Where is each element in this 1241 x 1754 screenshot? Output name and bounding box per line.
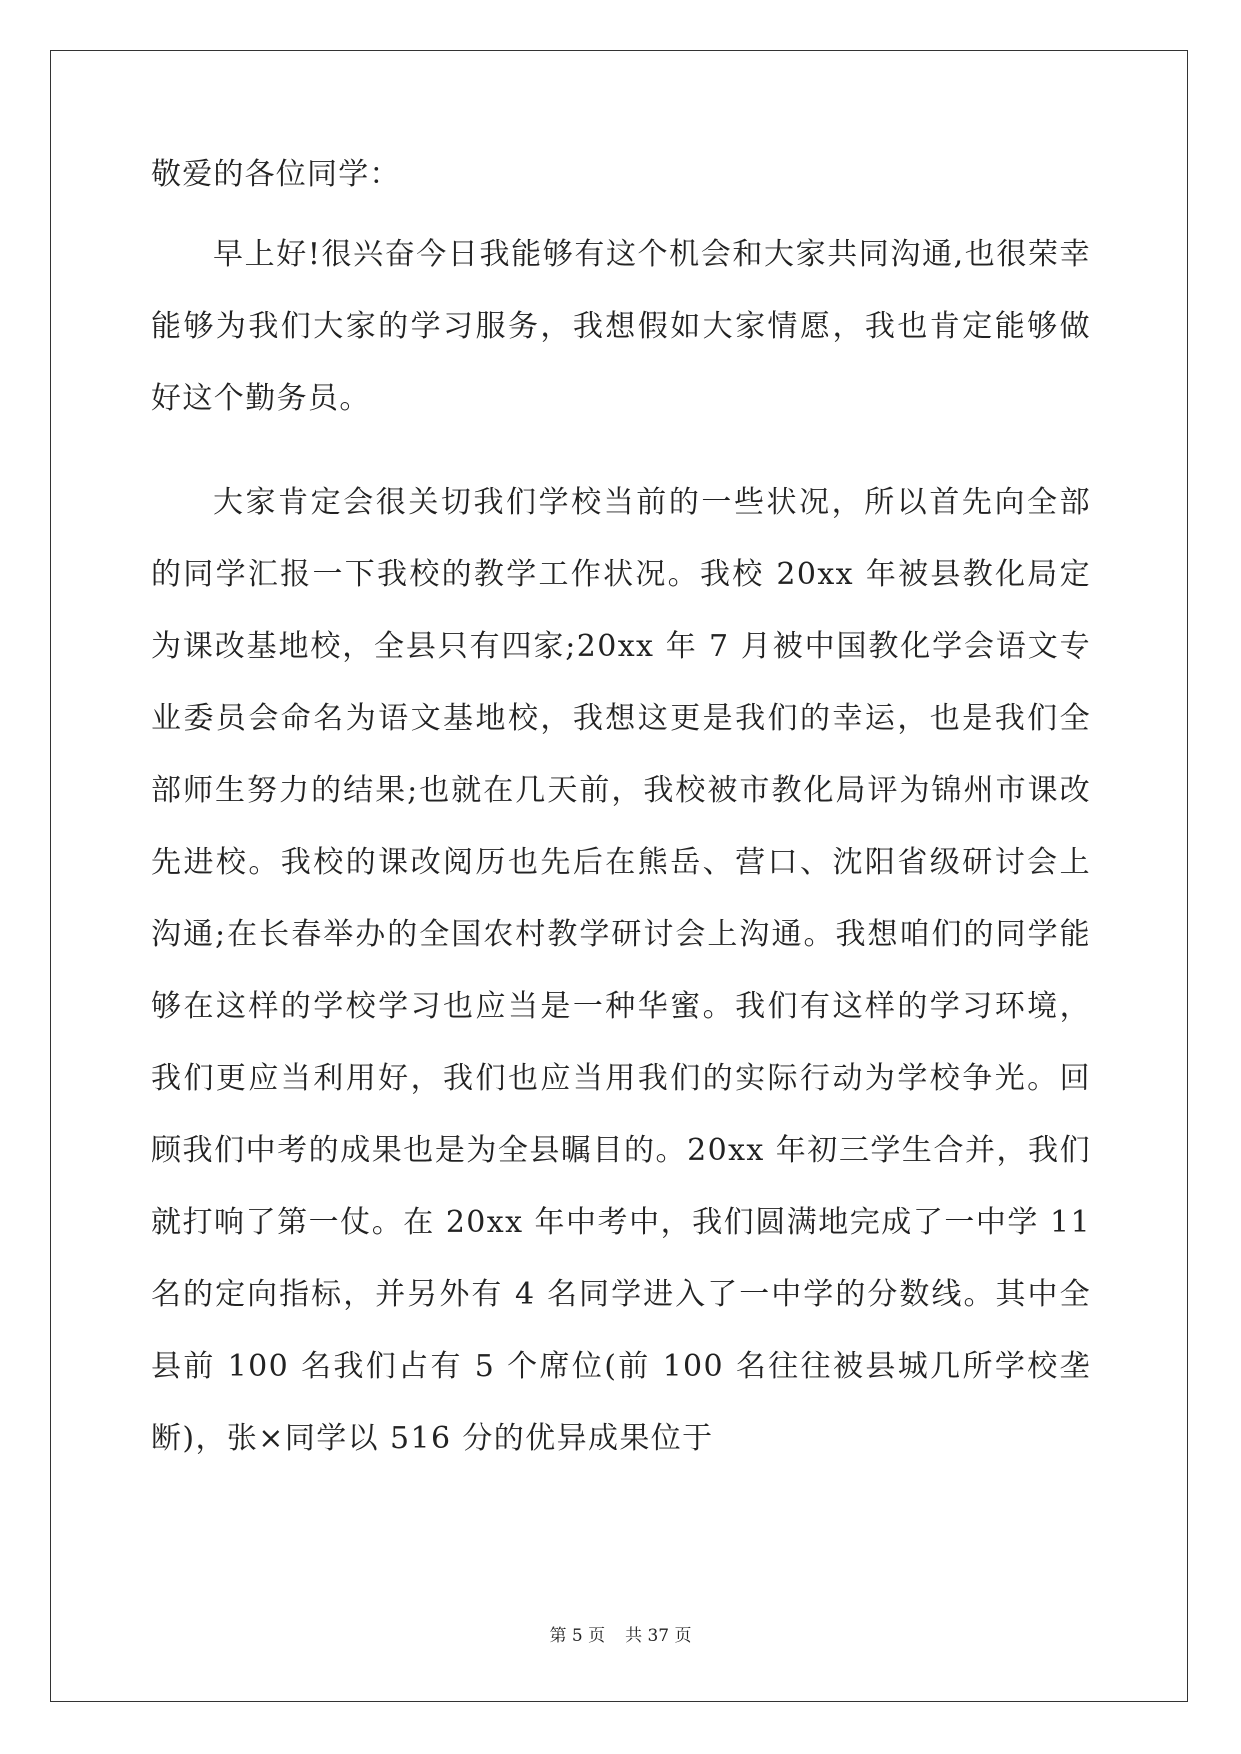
paragraph-1: 早上好!很兴奋今日我能够有这个机会和大家共同沟通,也很荣幸能够为我们大家的学习服务，我想假如大家情愿，我也肯定能够做好这个勤务员。 <box>151 237 1091 416</box>
paragraph-2: 大家肯定会很关切我们学校当前的一些状况，所以首先向全部的同学汇报一下我校的教学工作状况。我校 20xx 年被县教化局定为课改基地校，全县只有四家;20xx 年 7 月被中国教化学会语文专业委员会命名为语文基地校，我想这更是我们的幸运，也是我们全部师生努力的结果;也就在几天前，我校被市教化局评为锦州市课改先进校。我校的课改阅历也先后在熊岳、营口、沈阳省级研讨会上沟通;在长春举办的全国农村教学研讨会上沟通。我想咱们的同学能够在这样的学校学习也应当是一种华蜜。我们有这样的学习环境，我们更应当利用好，我们也应当用我们的实际行动为学校争光。回顾我们中考的成果也是为全县瞩目的。20xx 年初三学生合并，我们就打响了第一仗。在 20xx 年中考中，我们圆满地完成了一中学 11 名的定向指标，并另外有 4 名同学进入了一中学的分数线。其中全县前 100 名我们占有 5 个席位(前 100 名往往被县城几所学校垄断)，张×同学以 516 分的优异成果位于 <box>151 485 1091 1456</box>
salutation: 敬爱的各位同学： <box>151 157 401 192</box>
document-body <box>151 155 1091 1475</box>
page-total: 共 37 页 <box>625 1626 692 1646</box>
page-number: 第 5 页 <box>549 1626 606 1646</box>
page-footer <box>0 1625 1241 1647</box>
